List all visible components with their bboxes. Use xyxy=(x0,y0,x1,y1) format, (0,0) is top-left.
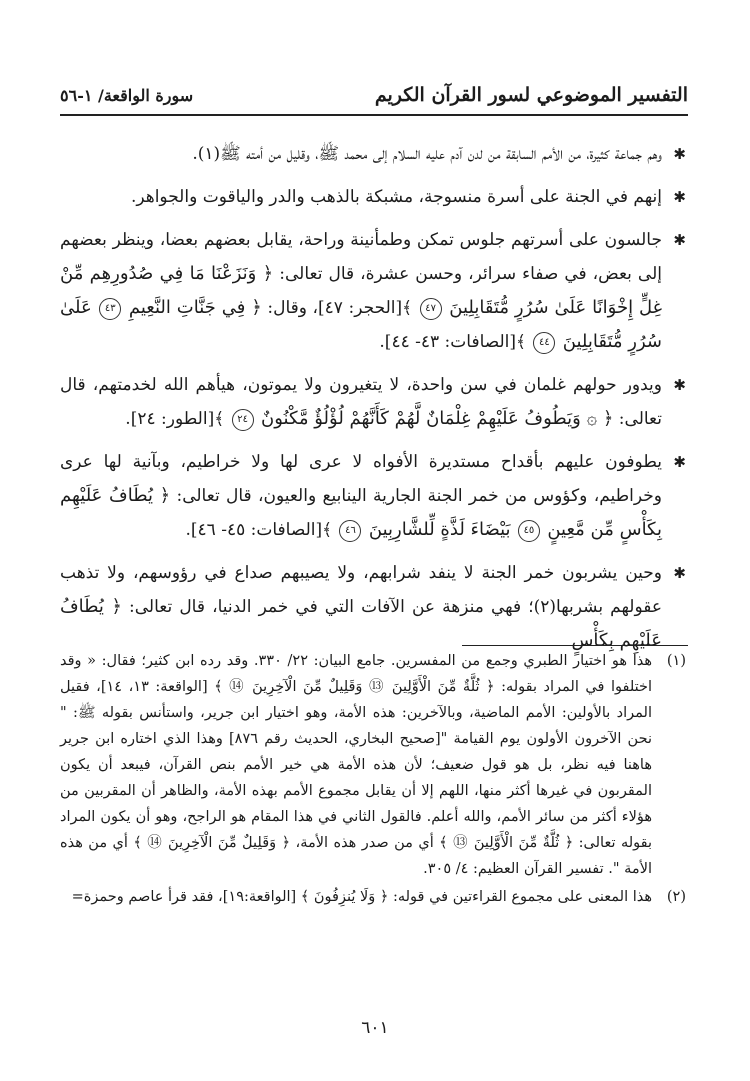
bullet-item xyxy=(60,181,686,214)
asterisk-bullet-icon: ✱ xyxy=(673,564,686,582)
asterisk-bullet-icon: ✱ xyxy=(673,145,686,163)
book-title: التفسير الموضوعي لسور القرآن الكريم xyxy=(374,84,688,106)
footnote-number: (١) xyxy=(666,653,686,669)
bullet-text: إنهم في الجنة على أسرة منسوجة، مشبكة بالذهب والدر والياقوت والجواهر. xyxy=(130,187,662,207)
verse-reference: ﴾[الحجر: ٤٧]، وقال: xyxy=(267,298,413,318)
footnote-divider xyxy=(462,645,688,646)
quran-verse: ﴿ وَنَزَعْنَا مَا فِي صُدُورِهِم مِّنْ غِلٍّ إِخْوَانًا عَلَىٰ سُرُرٍ مُّتَقَابِلِينَ xyxy=(60,263,663,318)
quran-verse: عَلَىٰ سُرُرٍ مُّتَقَابِلِينَ xyxy=(60,297,662,352)
asterisk-bullet-icon: ✱ xyxy=(673,376,686,394)
bullet-item xyxy=(60,557,686,658)
quran-verse: ﴿ يُطَافُ عَلَيْهِم بِكَأْسٍ مِّن مَّعِينٍ xyxy=(60,485,662,540)
ayah-number-marker: ٤٥ xyxy=(518,520,540,542)
quran-verse: ﴿ ۞ وَيَطُوفُ عَلَيْهِمْ غِلْمَانٌ لَّهُمْ كَأَنَّهُمْ لُؤْلُؤٌ مَّكْنُونٌ xyxy=(261,408,614,429)
bullet-text: ويدور حولهم غلمان في سن واحدة، لا يتغيرون ولا يموتون، هيأهم الله لخدمتهم، قال تعالى: xyxy=(60,375,662,429)
quran-verse: ﴿ يُطَافُ عَلَيْهِم بِكَأْسٍ xyxy=(60,596,662,651)
surah-range: سورة الواقعة/ ١-٥٦ xyxy=(60,86,194,105)
footnotes xyxy=(60,648,686,912)
ayah-number-marker: ٤٤ xyxy=(533,332,555,354)
footnote-number: (٢) xyxy=(666,889,686,905)
bullet-item xyxy=(60,446,686,547)
ayah-number-marker: ٢٤ xyxy=(232,409,254,431)
bullet-text: وهم جماعة كثيرة، من الأمم السابقة من لدن آدم عليه السلام إلى محمد ﷺ، وقليل من أمته ﷺ(١). xyxy=(192,144,662,164)
page-number: ٦٠١ xyxy=(361,1018,389,1038)
bullet-text: وحين يشربون خمر الجنة لا ينفد شرابهم، ولا يصيبهم صداع في رؤوسهم، ولا تذهب عقولهم بشربها(٢)؛ فهي منزهة عن الآفات التي في خمر الدنيا، قال تعالى: xyxy=(60,563,663,617)
verse-reference: ﴾[الطور: ٢٤]. xyxy=(125,409,225,429)
running-header xyxy=(60,80,688,116)
verse-reference: ﴾[الصافات: ٤٥- ٤٦]. xyxy=(185,520,333,540)
asterisk-bullet-icon: ✱ xyxy=(673,188,686,206)
ayah-number-marker: ٤٣ xyxy=(99,298,121,320)
footnote-text: هذا المعنى على مجموع القراءتين في قوله: ﴿ وَلَا يُنزِفُونَ ﴾ [الواقعة:١٩]، فقد قرأ عاصم وحمزة= xyxy=(71,889,652,905)
ayah-number-marker: ٤٧ xyxy=(420,298,442,320)
asterisk-bullet-icon: ✱ xyxy=(673,231,686,249)
quran-verse: ﴿ فِي جَنَّاتِ النَّعِيمِ xyxy=(128,297,262,318)
footnote xyxy=(60,648,686,882)
bullet-item xyxy=(60,224,686,359)
verse-reference: ﴾[الصافات: ٤٣- ٤٤]. xyxy=(379,332,526,352)
footnote xyxy=(60,884,686,910)
bullet-text: يطوفون عليهم بأقداح مستديرة الأفواه لا عرى لها ولا خراطيم، وبآنية لها عرى وخراطيم، وكؤوس من خمر الجنة الجارية الينابيع والعيون، قال تعالى: xyxy=(60,452,662,506)
bullet-item xyxy=(60,369,686,436)
ayah-number-marker: ٤٦ xyxy=(339,520,361,542)
bullet-item xyxy=(60,138,686,171)
bullet-text: جالسون على أسرتهم جلوس تمكن وطمأنينة وراحة، يقابل بعضهم بعضا، وينظر بعضهم إلى بعض، في صفاء سرائر، وحسن عشرة، قال تعالى: xyxy=(60,230,662,284)
main-text xyxy=(60,138,686,668)
quran-verse: بَيْضَاءَ لَذَّةٍ لِّلشَّارِبِينَ xyxy=(368,519,511,540)
footnote-text: هذا هو اختيار الطبري وجمع من المفسرين. جامع البيان: ٢٢/ ٣٣٠. وقد رده ابن كثير؛ فقال: « وقد اختلفوا في المراد بقوله: ﴿ ثُلَّةٌ مِّنَ الْأَوَّلِينَ ⑬ وَقَلِيلٌ مِّنَ الْآخِرِينَ ⑭ ﴾ [الواقعة: ١٣، ١٤]، فقيل المراد بالأولين: الأمم الماضية، وبالآخرين: هذه الأمة، وهو اختيار ابن جرير، واستأنس بقوله ﷺ: " نحن الآخرون الأولون يوم القيامة "[صحيح البخاري، الحديث رقم ٨٧٦] وهذا الذي اختاره ابن جرير هاهنا فيه نظر، بل هو قول ضعيف؛ لأن هذه الأمة هي خير الأمم بنص القرآن، فيبعد أن يكون المقربون في غيرها أكثر منها، اللهم إلا أن يقابل مجموع الأمم بهذه الأمة، والظاهر أن المقربين من هؤلاء أكثر من سائر الأمم، والله أعلم. فالقول الثاني في هذا المقام هو الراجح، وهو أن يكون المراد بقوله تعالى: ﴿ ثُلَّةٌ مِّنَ الْأَوَّلِينَ ⑬ ﴾ أي من صدر هذه الأمة، ﴿ وَقَلِيلٌ مِّنَ الْآخِرِينَ ⑭ ﴾ أي من هذه الأمة ". تفسير القرآن العظيم: ٤/ ٣٠٥. xyxy=(60,653,652,877)
asterisk-bullet-icon: ✱ xyxy=(673,453,686,471)
